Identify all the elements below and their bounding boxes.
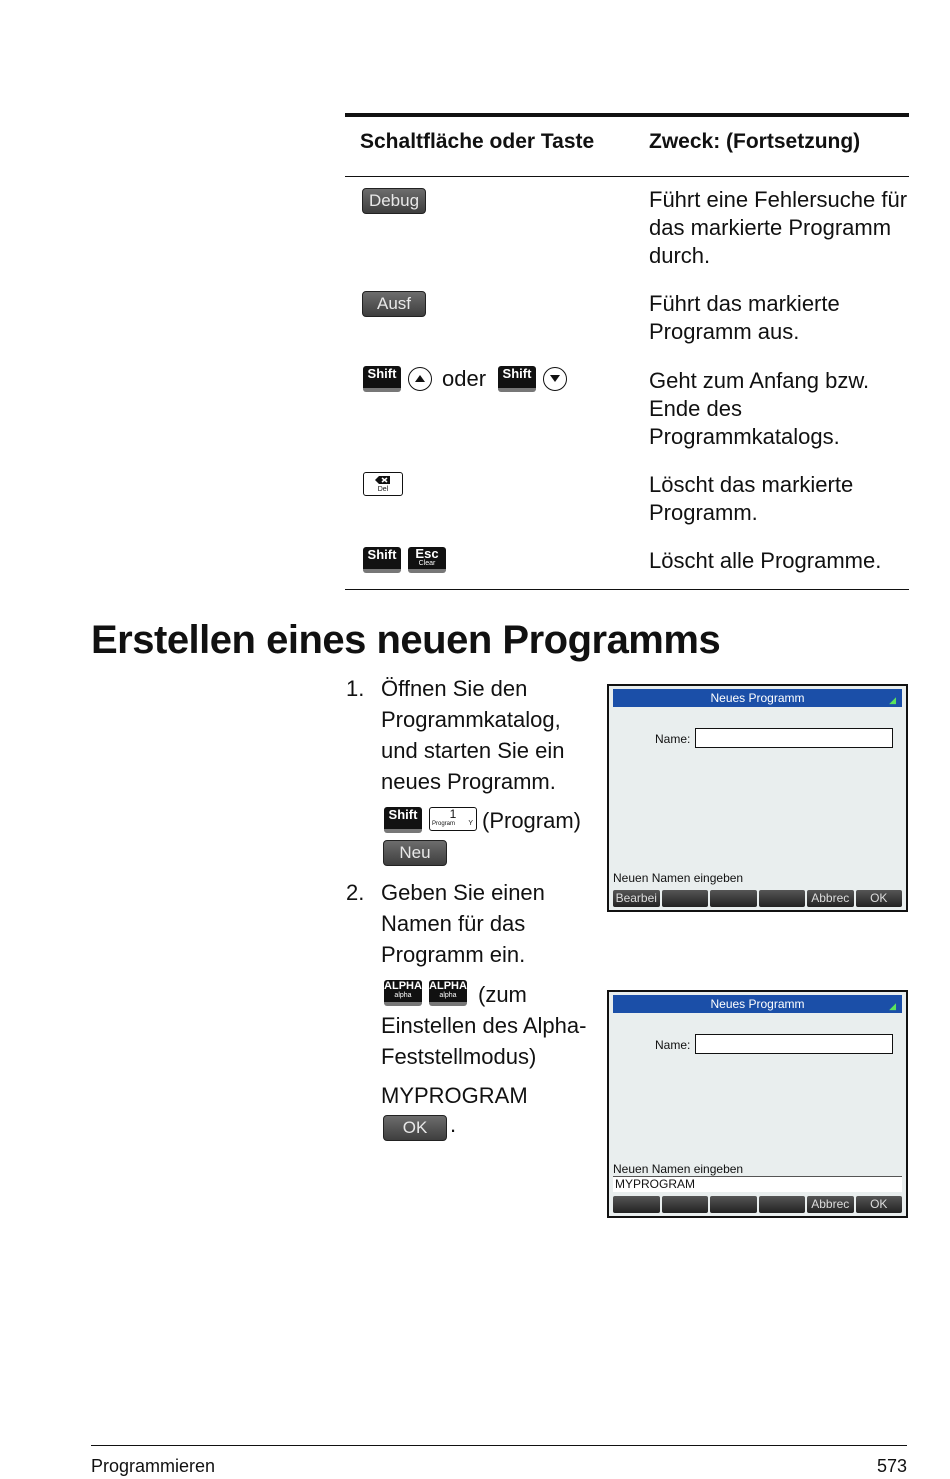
alpha-key-sub: alpha: [439, 992, 457, 999]
footer-rule: [91, 1445, 907, 1446]
shift-key: Shift: [384, 807, 422, 833]
edit-menu-button[interactable]: Bearbei: [613, 890, 660, 907]
name-label: Name:: [655, 732, 691, 746]
row-clear-all-description: Löscht alle Programme.: [649, 548, 882, 573]
program-key-suffix: (Program): [482, 808, 582, 833]
clear-key-label: Clear: [418, 560, 436, 567]
ok-menu-button[interactable]: OK: [856, 890, 903, 907]
run-softkey: Ausf: [362, 291, 426, 317]
ok-menu-button[interactable]: OK: [856, 1196, 903, 1213]
empty-menu-button: [613, 1196, 660, 1213]
empty-menu-button: [710, 1196, 757, 1213]
shift-key: Shift: [498, 366, 536, 392]
program-key-sub-left: Program: [432, 821, 456, 827]
program-key-sub-right: Y: [468, 820, 473, 827]
row-nav-or: oder: [442, 366, 487, 391]
program-key: [429, 807, 477, 831]
calculator-screen-new-program-filled: [607, 990, 908, 1218]
delete-key-label: Del: [377, 486, 389, 493]
alpha-key-label: ALPHA: [384, 980, 422, 992]
step-2-number: 2.: [346, 880, 365, 905]
row-debug-description: Führt eine Fehlersuche für das markierte Programm durch.: [649, 187, 908, 268]
screen-menu-bar: [613, 890, 902, 907]
esc-clear-key: [408, 547, 446, 573]
page-number: 573: [876, 1456, 907, 1476]
table-header-key: Schaltfläche oder Taste: [360, 130, 595, 153]
footer-section: Programmieren: [91, 1456, 216, 1476]
alpha-lock-note: (zum Einstellen des Alpha-Feststellmodus): [381, 982, 587, 1069]
delete-key: [363, 472, 403, 496]
screen-message: Neuen Namen eingeben: [613, 1162, 744, 1176]
ok-period: .: [450, 1112, 457, 1137]
step-1-number: 1.: [346, 676, 365, 701]
alpha-key-sub: alpha: [394, 992, 412, 999]
up-arrow-key-icon: [408, 367, 432, 391]
ok-softkey: OK: [383, 1115, 447, 1141]
calculator-screen-new-program: [607, 684, 908, 912]
debug-softkey: Debug: [362, 188, 426, 214]
empty-menu-button: [759, 1196, 806, 1213]
table-bottom-rule: [345, 589, 909, 590]
screen-title-bar: [613, 689, 902, 707]
program-key-digit: 1: [449, 807, 457, 821]
empty-menu-button: [662, 890, 709, 907]
row-nav-description: Geht zum Anfang bzw. Ende des Programmkatalogs.: [649, 368, 870, 449]
empty-menu-button: [662, 1196, 709, 1213]
row-delete-description: Löscht das markierte Programm.: [649, 472, 854, 525]
row-run-description: Führt das markierte Programm aus.: [649, 291, 840, 344]
new-softkey: Neu: [383, 840, 447, 866]
screen-menu-bar: [613, 1196, 902, 1213]
shift-key: Shift: [363, 366, 401, 392]
down-arrow-key-icon: [543, 367, 567, 391]
table-header-purpose: Zweck: (Fortsetzung): [649, 130, 861, 153]
table-header-rule: [345, 176, 909, 177]
status-icon: ◢: [889, 1001, 896, 1011]
step-2-text: Geben Sie einen Namen für das Programm ein.: [381, 880, 545, 967]
screen-title-bar: [613, 995, 902, 1013]
section-heading: Erstellen eines neuen Programms: [91, 618, 721, 662]
name-label: Name:: [655, 1038, 691, 1052]
empty-menu-button: [759, 890, 806, 907]
name-input[interactable]: [695, 728, 893, 748]
shift-key: Shift: [363, 547, 401, 573]
screen-message: Neuen Namen eingeben: [613, 871, 744, 885]
name-input[interactable]: [695, 1034, 893, 1054]
table-top-rule: [345, 113, 909, 117]
empty-menu-button: [710, 890, 757, 907]
esc-key-label: Esc: [415, 546, 439, 561]
entry-line[interactable]: MYPROGRAM: [613, 1176, 902, 1192]
typed-program-name: MYPROGRAM: [381, 1083, 528, 1108]
status-icon: ◢: [889, 695, 896, 705]
alpha-key-label: ALPHA: [429, 980, 467, 992]
screen-title: Neues Programm: [710, 691, 805, 705]
cancel-menu-button[interactable]: Abbrec: [807, 1196, 854, 1213]
screen-title: Neues Programm: [710, 997, 805, 1011]
step-1-text: Öffnen Sie den Programmkatalog, und starten Sie ein neues Programm.: [381, 676, 565, 794]
backspace-icon: [375, 475, 391, 485]
cancel-menu-button[interactable]: Abbrec: [807, 890, 854, 907]
